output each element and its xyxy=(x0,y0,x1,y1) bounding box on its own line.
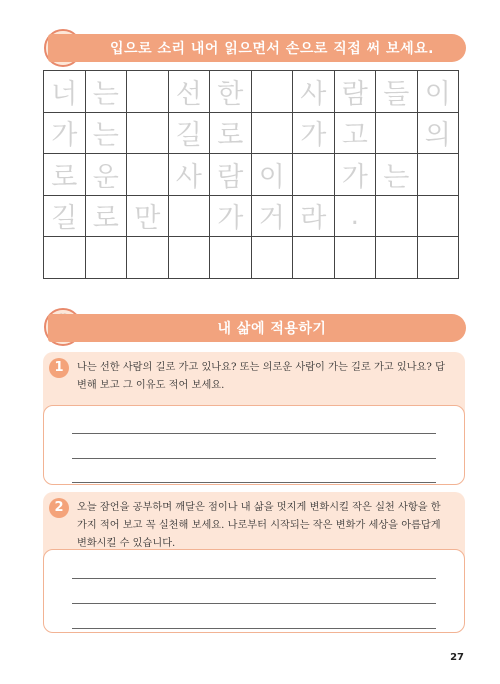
apply-to-life-title: 내 삶에 적용하기 xyxy=(217,321,327,337)
grid-row xyxy=(44,237,459,279)
question-2-line-2: 가지 적어 보고 꼭 실천해 보세요. 나로부터 시작되는 작은 변화가 세상을 아름답게 xyxy=(77,520,441,531)
grid-cell[interactable]: 사 xyxy=(168,154,210,196)
grid-cell[interactable]: 람 xyxy=(334,71,376,113)
grid-cell[interactable] xyxy=(127,237,169,279)
question-1-number-badge: 1 xyxy=(49,358,69,378)
grid-cell[interactable] xyxy=(44,237,86,279)
answer-line xyxy=(72,578,436,579)
answer-line xyxy=(72,603,436,604)
answer-line xyxy=(72,433,436,434)
grid-cell[interactable]: 의 xyxy=(417,112,459,154)
grid-cell[interactable]: 거 xyxy=(251,195,293,237)
grid-cell[interactable] xyxy=(334,237,376,279)
grid-cell[interactable]: 선 xyxy=(168,71,210,113)
grid-cell[interactable]: 로 xyxy=(44,154,86,196)
grid-cell[interactable]: 로 xyxy=(85,195,127,237)
grid-cell[interactable]: 만 xyxy=(127,195,169,237)
grid-cell[interactable]: 사 xyxy=(293,71,335,113)
grid-cell[interactable]: 길 xyxy=(44,195,86,237)
grid-cell[interactable] xyxy=(293,154,335,196)
grid-cell[interactable] xyxy=(127,112,169,154)
grid-cell[interactable] xyxy=(417,154,459,196)
writing-practice-banner xyxy=(48,34,466,62)
grid-cell[interactable] xyxy=(127,71,169,113)
grid-cell[interactable]: 로 xyxy=(210,112,252,154)
answer-line xyxy=(72,628,436,629)
grid-cell[interactable]: 들 xyxy=(376,71,418,113)
grid-cell[interactable]: 길 xyxy=(168,112,210,154)
grid-row xyxy=(44,195,459,237)
question-2-line-3: 변화시킬 수 있습니다. xyxy=(77,538,176,549)
page-number: 27 xyxy=(450,652,464,663)
grid-cell[interactable]: . xyxy=(334,195,376,237)
grid-row xyxy=(44,154,459,196)
question-2-number-badge: 2 xyxy=(49,498,69,518)
grid-cell[interactable] xyxy=(251,237,293,279)
grid-cell[interactable] xyxy=(127,154,169,196)
question-1-line-2: 변해 보고 그 이유도 적어 보세요. xyxy=(77,380,225,391)
grid-cell[interactable] xyxy=(417,195,459,237)
question-2-answer-box[interactable] xyxy=(43,549,465,633)
grid-cell[interactable]: 이 xyxy=(251,154,293,196)
grid-cell[interactable] xyxy=(376,237,418,279)
grid-cell[interactable] xyxy=(85,237,127,279)
grid-cell[interactable]: 고 xyxy=(334,112,376,154)
grid-cell[interactable] xyxy=(376,195,418,237)
grid-cell[interactable] xyxy=(417,237,459,279)
answer-line xyxy=(72,458,436,459)
grid-cell[interactable]: 라 xyxy=(293,195,335,237)
grid-cell[interactable]: 람 xyxy=(210,154,252,196)
grid-cell[interactable]: 는 xyxy=(85,71,127,113)
grid-cell[interactable]: 는 xyxy=(85,112,127,154)
grid-row xyxy=(44,112,459,154)
answer-line xyxy=(72,482,436,483)
grid-cell[interactable] xyxy=(376,112,418,154)
grid-cell[interactable]: 는 xyxy=(376,154,418,196)
grid-cell[interactable]: 이 xyxy=(417,71,459,113)
grid-cell[interactable] xyxy=(210,237,252,279)
question-1-answer-box[interactable] xyxy=(43,405,465,485)
grid-cell[interactable] xyxy=(168,195,210,237)
grid-row xyxy=(44,71,459,113)
grid-cell[interactable] xyxy=(293,237,335,279)
writing-practice-title: 입으로 소리 내어 읽으면서 손으로 직접 써 보세요. xyxy=(110,41,434,57)
grid-cell[interactable]: 가 xyxy=(293,112,335,154)
grid-cell[interactable]: 한 xyxy=(210,71,252,113)
grid-cell[interactable]: 운 xyxy=(85,154,127,196)
grid-cell[interactable]: 가 xyxy=(210,195,252,237)
grid-cell[interactable]: 가 xyxy=(44,112,86,154)
grid-cell[interactable]: 가 xyxy=(334,154,376,196)
question-2-line-1: 오늘 잠언을 공부하며 깨달은 점이나 내 삶을 멋지게 변화시킬 작은 실천 사항을 한 xyxy=(77,502,441,513)
grid-cell[interactable]: 너 xyxy=(44,71,86,113)
grid-cell[interactable] xyxy=(251,71,293,113)
question-1-line-1: 나는 선한 사람의 길로 가고 있나요? 또는 의로운 사람이 가는 길로 가고 있나요? 답 xyxy=(77,362,445,373)
grid-cell[interactable] xyxy=(168,237,210,279)
apply-to-life-banner xyxy=(48,314,466,342)
writing-practice-grid xyxy=(43,70,459,279)
grid-cell[interactable] xyxy=(251,112,293,154)
